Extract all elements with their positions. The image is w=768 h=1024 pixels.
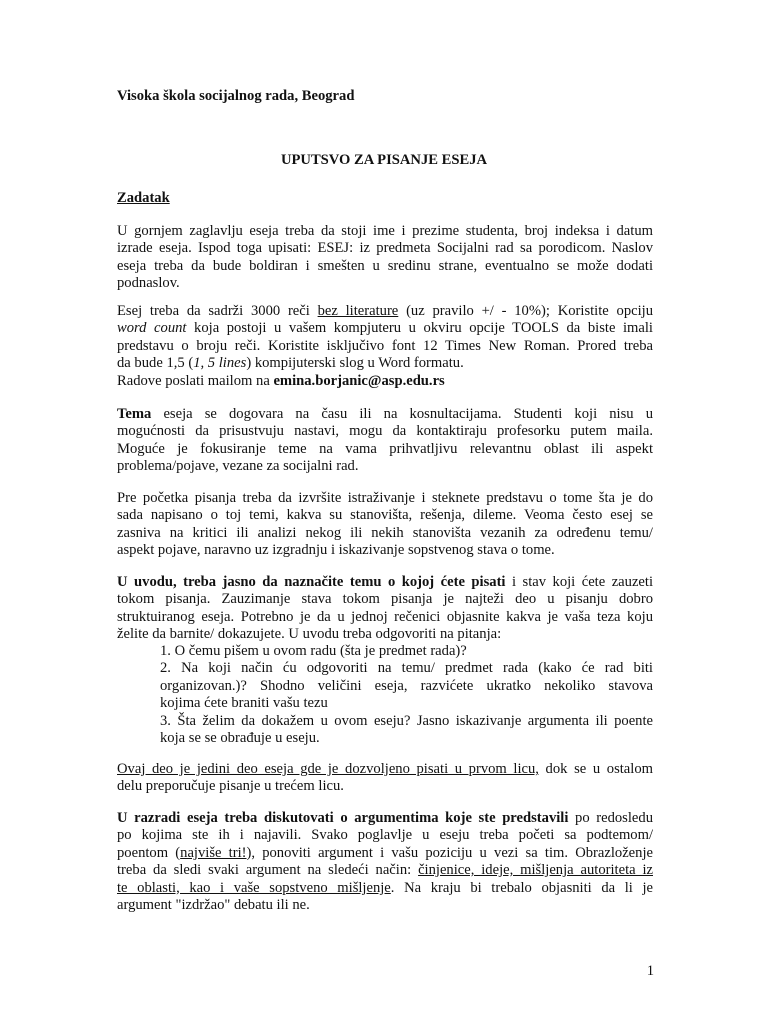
text-line: te oblasti, kao i vaše sopstveno mišljenje. Na kraju bi trebalo objasniti da li je xyxy=(117,879,654,896)
text-line: podnaslov. xyxy=(117,275,180,292)
text-line: želite da barnite/ dokazujete. U uvodu treba odgovoriti na pitanja: xyxy=(117,626,502,643)
text-line: poentom (najviše tri!), ponoviti argument i vašu poziciju u vezi sa tim. Obrazloženje xyxy=(117,844,653,861)
list-item: koja se se obrađuje u eseju. xyxy=(160,730,320,747)
text-line: aspekt pojave, naravno uz izgradnju i iskazivanje sopstvenog stava o tome. xyxy=(117,542,555,559)
text-line: tokom pisanja. Zauzimanje stava tokom pisanja je najteži deo u pisanju dobro xyxy=(117,591,653,608)
document-title: UPUTSVO ZA PISANJE ESEJA xyxy=(280,152,488,168)
list-item: kojima ćete braniti vašu tezu xyxy=(160,695,328,712)
text-line: word count koja postoji u vašem kompjuteru u okviru opcije TOOLS da biste imali xyxy=(117,320,653,337)
text-line: predstavu o broju reči. Koristite isključivo font 12 Times New Roman. Prored treba xyxy=(117,337,653,354)
paragraph-first-person xyxy=(117,761,653,796)
text-line: problema/pojave, vezane za socijalni rad. xyxy=(117,458,359,475)
text-line: po kojima ste ih i najavili. Svako poglavlje u eseju treba početi sa podtemom/ xyxy=(117,827,653,844)
text-line: Moguće je fokusiranje teme na vama prihvatljivu relevantnu oblast ili aspekt xyxy=(117,440,653,457)
text-line: argument "izdržao" debatu ili ne. xyxy=(117,897,310,914)
text-line: delu preporučuje pisanje u trećem licu. xyxy=(117,778,344,795)
text-line: izrade eseja. Ispod toga upisati: ESEJ: iz predmeta Socijalni rad sa porodicom. Naslov xyxy=(117,240,653,257)
paragraph-development xyxy=(117,810,653,914)
paragraph-word-count xyxy=(117,303,653,390)
text-line: U uvodu, treba jasno da naznačite temu o kojoj ćete pisati i stav koji ćete zauzeti xyxy=(117,574,654,590)
text-line: U razradi eseja treba diskutovati o argumentima koje ste predstavili po redosledu xyxy=(117,810,653,826)
list-item: organizovan.)? Shodno veličini eseja, razvićete ukratko nekoliko stavova xyxy=(160,677,653,694)
text-line: treba da sledi svaki argument na sledeći način: činjenice, ideje, mišljenja autoriteta iz xyxy=(117,862,653,879)
paragraph-research xyxy=(117,490,653,560)
text-line: Pre početka pisanja treba da izvršite istraživanje i steknete predstavu o tome šta je do xyxy=(117,490,653,506)
paragraph-introduction xyxy=(117,574,653,644)
list-item: 3. Šta želim da dokažem u ovom eseju? Jasno iskazivanje argumenta ili poente xyxy=(160,712,653,729)
text-line: eseja treba da bude boldiran i smešten u sredinu strane, eventualno se može dodati xyxy=(117,257,653,274)
paragraph-tema xyxy=(117,406,653,476)
text-line: sada napisano o toj temi, kakva su stanovišta, rešenja, dileme. Veoma često esej se xyxy=(117,507,653,524)
list-item: 2. Na koji način ću odgovoriti na temu/ predmet rada (kako će rad biti xyxy=(160,660,653,677)
introduction-questions-list xyxy=(160,643,653,747)
email-link[interactable]: emina.borjanic@asp.edu.rs xyxy=(273,372,445,389)
text-line: zasniva na kritici ili analizi nekog ili nekih stanovišta vezanih za određenu temu/ xyxy=(117,524,653,541)
page-number: 1 xyxy=(646,963,654,979)
paragraph-header-instructions xyxy=(117,223,653,293)
section-heading-zadatak: Zadatak xyxy=(117,190,170,206)
text-line: mogućnosti da prisustvuju nastavi, mogu da kontaktiraju profesorku putem maila. xyxy=(117,423,653,440)
text-line: Esej treba da sadrži 3000 reči bez literature (uz pravilo +/ - 10%); Koristite opciju xyxy=(117,303,654,319)
text-line: U gornjem zaglavlju eseja treba da stoji ime i prezime studenta, broj indeksa i datum xyxy=(117,223,653,239)
text-line: Radove poslati mailom na emina.borjanic@asp.edu.rs xyxy=(117,372,445,389)
text-line: Tema eseja se dogovara na času ili na kosnultacijama. Studenti koji nisu u xyxy=(117,406,653,422)
text-line: struktuiranog eseja. Potrebno je da u jednoj rečenici objasnite kakva je vaša teza koju xyxy=(117,608,653,625)
institution-header: Visoka škola socijalnog rada, Beograd xyxy=(117,88,355,104)
list-item: 1. O čemu pišem u ovom radu (šta je predmet rada)? xyxy=(160,643,467,659)
text-line: Ovaj deo je jedini deo eseja gde je dozvoljeno pisati u prvom licu, dok se u ostalom xyxy=(117,761,653,777)
text-line: da bude 1,5 (1, 5 lines) kompijuterski slog u Word formatu. xyxy=(117,355,464,372)
